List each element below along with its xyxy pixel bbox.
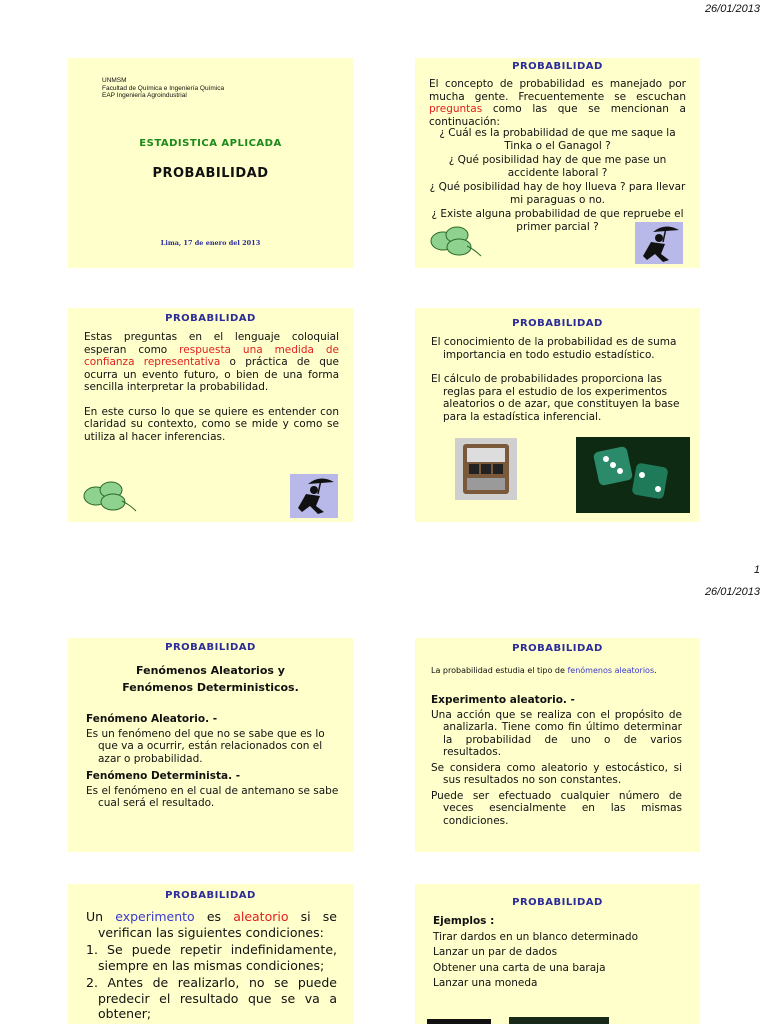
deterministic-phenomenon-definition: Es el fenómeno en el cual de antemano se sabe cual será el resultado.	[86, 784, 339, 809]
random-experiment-item-3: Puede ser efectuado cualquier número de veces esencialmente en las mismas condiciones.	[431, 789, 682, 827]
slide-title-text: PROBABILIDAD	[512, 897, 603, 908]
umbrella-man-icon	[290, 474, 338, 518]
random-experiment-item-2: Se considera como aleatorio y estocástico, si sus resultados no son constantes.	[431, 761, 682, 786]
example-1: Tirar dardos en un blanco determinado	[433, 930, 639, 943]
random-phenomenon-title: Fenómeno Aleatorio. -	[86, 713, 218, 725]
presentation-title: PROBABILIDAD	[152, 166, 269, 181]
example-image-left	[427, 1019, 491, 1024]
random-experiment-title: Experimento aleatorio. -	[431, 694, 575, 706]
slide-title-text: PROBABILIDAD	[165, 890, 256, 901]
question-3: ¿ Qué posibilidad hay de hoy llueva ? para llevar mi paraguas o no.	[429, 181, 686, 206]
page-number: 1	[753, 564, 760, 576]
question-1: ¿ Cuál es la probabilidad de que me saque la Tinka o el Ganagol ?	[439, 127, 676, 152]
random-experiment-item-1: Una acción que se realiza con el propósito de analizarla. Tiene como fin último determinar la probabilidad de uno o de varios resultados.	[431, 708, 682, 758]
calculus-paragraph: El cálculo de probabilidades proporciona las reglas para el estudio de los experimentos aleatorios o de azar, que constituyen la base para la estadística inferencial.	[431, 373, 680, 423]
phenomena-heading-1: Fenómenos Aleatorios y	[136, 664, 285, 677]
slide-concept	[415, 58, 700, 268]
question-2: ¿ Qué posibilidad hay de que me pase un accidente laboral ?	[448, 154, 667, 179]
deterministic-phenomenon-title: Fenómeno Determinista. -	[86, 770, 241, 782]
dice-image	[576, 437, 690, 513]
condition-1: 1. Se puede repetir indefinidamente, siempre en las mismas condiciones;	[86, 942, 337, 973]
slide-title-text: PROBABILIDAD	[165, 642, 256, 653]
example-2: Lanzar un par de dados	[433, 946, 558, 958]
clover-icon	[427, 226, 483, 258]
umbrella-man-icon	[635, 222, 683, 264]
date-second: 26/01/2013	[704, 586, 760, 598]
conditions-intro: Un experimento es aleatorio si se verifican las siguientes condiciones:	[86, 909, 337, 940]
example-4: Lanzar una moneda	[433, 977, 538, 989]
slide-title-text: PROBABILIDAD	[512, 643, 603, 654]
presentation-date: Lima, 17 de enero del 2013	[160, 239, 261, 247]
institution-line-1: UNMSM	[102, 77, 127, 84]
course-name: ESTADISTICA APLICADA	[139, 138, 282, 149]
question-4: ¿ Existe alguna probabilidad de que repruebe el primer parcial ?	[431, 208, 684, 233]
importance-paragraph: El conocimiento de la probabilidad es de suma importancia en todo estudio estadístico.	[431, 336, 677, 361]
slot-machine-image	[455, 438, 517, 500]
slide-examples	[415, 884, 700, 1024]
example-3: Obtener una carta de una baraja	[433, 961, 606, 974]
slide-phenomena	[68, 638, 353, 852]
example-image-center	[509, 1017, 609, 1024]
slide-importance	[415, 308, 700, 522]
slide-title-text: PROBABILIDAD	[512, 318, 603, 329]
concept-paragraph: El concepto de probabilidad es manejado por mucha gente. Frecuentemente se escuchan preguntas como las que se mencionan a continuación:	[429, 78, 686, 128]
date-top: 26/01/2013	[704, 3, 760, 15]
slide-random-experiment	[415, 638, 700, 852]
course-paragraph: En este curso lo que se quiere es entender con claridad su contexto, como se mide y como se utiliza al hacer inferencias.	[84, 405, 339, 443]
phenomena-heading-2: Fenómenos Deterministicos.	[122, 681, 299, 694]
institution-line-3: EAP Ingeniería Agroindustrial	[102, 92, 187, 99]
slide-questions	[68, 308, 353, 522]
clover-icon	[80, 480, 138, 514]
slide-conditions	[68, 884, 353, 1024]
questions-paragraph: Estas preguntas en el lenguaje coloquial esperan como respuesta una medida de confianza representativa o práctica de que ocurra un evento futuro, o bien de una forma sencilla interpretar la probabilidad.	[84, 331, 339, 393]
slide-title-text: PROBABILIDAD	[165, 313, 256, 324]
institution-line-2: Facultad de Química e Ingeniería Química	[102, 84, 225, 92]
random-phenomenon-definition: Es un fenómeno del que no se sabe que es lo que va a ocurrir, están relacionados con el azar o probabilidad.	[86, 727, 325, 765]
slide-title	[68, 58, 353, 268]
examples-title: Ejemplos :	[433, 915, 495, 927]
condition-2: 2. Antes de realizarlo, no se puede predecir el resultado que se va a obtener;	[86, 975, 337, 1021]
slide-title-text: PROBABILIDAD	[512, 61, 603, 72]
probability-intro: La probabilidad estudia el tipo de fenómenos aleatorios.	[431, 666, 657, 675]
